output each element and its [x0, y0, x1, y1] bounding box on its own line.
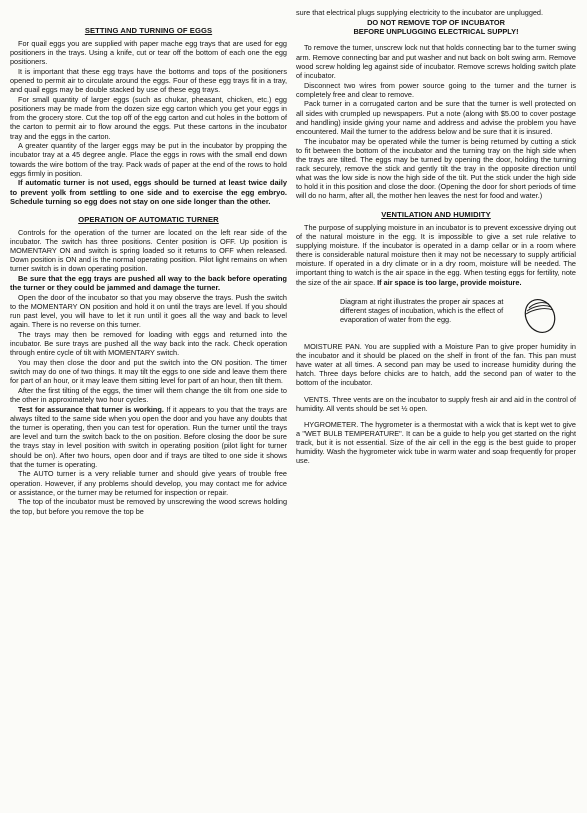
paragraph: For small quantity of larger eggs (such as chukar, pheasant, chicken, etc.) egg positioners may be made from the dozen size egg carton which you get your eggs in from the grocery store. Cut the top off of the egg carton and cut holes in the bottom of the carton to permit air to flow around the eggs. Put these cartons in the incubator tray and the eggs in the carton. [10, 94, 287, 141]
warning-line-1: DO NOT REMOVE TOP OF INCUBATOR [367, 18, 505, 28]
paragraph: Controls for the operation of the turner are located on the left rear side of the incubator. The switch has three positions. Center position is OFF. Up position is MOMENTARY ON and switch is spring loaded so it returns to OFF when released. Down position is ON and is the normal operating position. Pilot light remains on when turner switch is in down operating position. [10, 227, 287, 274]
egg-air-cell-icon [512, 295, 568, 335]
paragraph: A greater quantity of the larger eggs may be put in the incubator by propping the incubator tray at a 45 degree angle. Place the eggs in rows with the small end down towards the wire bottom of the tray. Pack wads of paper at the end of the rows to hold eggs firmly in position. [10, 141, 287, 178]
paragraph: HYGROMETER. The hygrometer is a thermostat with a wick that is kept wet to give a "WET BULB TEMPERATURE". It can be a guide to help you get started on the right track, but it is not essential. Size of the air cell in the egg is the best guide to proper humidity. Wash the hygrometer wick tube in warm water and soap frequently for proper use. [296, 419, 576, 466]
paragraph: The trays may then be removed for loading with eggs and returned into the incubator. Be sure trays are pushed all the way back into the rack. Check operation through entire cycle of tilt with MOMENTARY switch. [10, 330, 287, 358]
test-heading: Test for assurance that turner is working. [18, 404, 164, 414]
paragraph: You may then close the door and put the switch into the ON position. The timer switch may do one of two things. It may tilt the eggs to one side and leave them there for part of an hour, or it may leave them sitting level for part of an hour, then tilt them. [10, 358, 287, 386]
right-column [296, 8, 576, 466]
paragraph: sure that electrical plugs supplying electricity to the incubator are unplugged. [296, 8, 544, 17]
humidity-text: The purpose of supplying moisture in an incubator is to prevent excessive drying out of the natural moisture in the egg. It is impossible to give a set rule relative to supplying moisture. If the incubator is operated in a damp cellar or in a room where there is considerable natural moisture then it may not be necessary to supply artificial moisture. If operated in a dry climate or in a dry room, moisture will be needed. The important thing to watch is the air space in the egg. When testing eggs for fertility, note the size of the air space. [296, 222, 576, 287]
paragraph: MOISTURE PAN. You are supplied with a Moisture Pan to give proper humidity in the incubator and it should be placed on the shelf in front of the fan. This pan must have water at all times. A second pan may be used to increase humidity during the hatch. Three days before chicks are to hatch, add the second pan of water to the bottom of the incubator. [296, 341, 576, 388]
paragraph-bold: If automatic turner is not used, eggs should be turned at least twice daily to prevent yolk from settling to one side and to exercise the egg embryo. Schedule turning so egg does not stay on one side longer than the other. [10, 178, 287, 206]
humidity-bold: If air space is too large, provide moisture. [375, 277, 522, 287]
paragraph [10, 405, 287, 469]
paragraph: The incubator may be operated while the turner is being returned by cutting a stick to fit between the bottom of the incubator and the turning tray on the high side when the trays are tilted. The eggs may be turned by opening the door, holding the turning rack securely, remove the stick and gently tilt the tray in the opposite direction until what was the low side is now the high side of the tilt. Put the stick under the high side to hold it in this position and close the door. (Opening the door for short periods of time will do no harm, after all, the mother hen leaves the nest for food and water.) [296, 136, 576, 201]
left-column [10, 8, 287, 516]
paragraph: After the first tilting of the eggs, the timer will them change the tilt from one side to the other in approximately two hour cycles. [10, 385, 287, 405]
test-text: If it appears to you that the trays are always tilted to the same side when you open the door and you have any doubts that the turner is operating, then you can test for operation. Run the turner until the trays are level and turn the switch back to the on position. Before closing the door be sure the trays stay in level position with switch in operating position (pilot light for turner should be on). After two hours, open door and if trays are tilted to one side it shows that the turner is operating. [10, 404, 288, 469]
diagram-caption: Diagram at right illustrates the proper air spaces at different stages of incubation, which is the effect of evaporation of water from the egg. [340, 296, 504, 325]
air-space-diagram [296, 295, 576, 335]
paragraph: The top of the incubator must be removed by unscrewing the wood screws holding the top, but before you remove the top be [10, 497, 287, 516]
warning-line-2: BEFORE UNPLUGGING ELECTRICAL SUPPLY! [353, 27, 519, 37]
heading-setting-turning: SETTING AND TURNING OF EGGS [84, 26, 213, 35]
paragraph: It is important that these egg trays have the bottoms and tops of the positioners opened to permit air to circulate around the eggs. Four of these egg trays fit in a tray, and quail eggs may be double stacked by use of these egg trays. [10, 66, 287, 95]
paragraph: Open the door of the incubator so that you may observe the trays. Push the switch to the MOMENTARY ON position and hold it on until the trays are level. If you should run past level, you will have to let it run until it goes all the way and back to level again. There is no reverse on this turner. [10, 292, 287, 330]
paragraph: Pack turner in a corrugated carton and be sure that the turner is well protected on all sides with crumpled up newspapers. Put a note (along with $5.00 to cover postage and handling) inside giving your name and address and advise the problem you have encountered. Mail the turner to the address below and be sure that it is insured. [296, 99, 576, 136]
paragraph: The AUTO turner is a very reliable turner and should give years of trouble free operation. However, if any problems should develop, you may contact me for advice or assistance, or the turner may be returned for inspection or repair. [10, 469, 287, 497]
paragraph: Disconnect two wires from power source going to the turner and the turner is completely free and clear to remove. [296, 80, 576, 99]
heading-operation-turner: OPERATION OF AUTOMATIC TURNER [78, 214, 219, 224]
paragraph: To remove the turner, unscrew lock nut that holds connecting bar to the turner swing arm. Remove connecting bar and put washer and nut back on bolt swing arm. Remove wood screw holding leg against side of incubator. Remove screws holding switch plate of incubator. [296, 43, 576, 80]
heading-ventilation-humidity: VENTILATION AND HUMIDITY [381, 209, 491, 219]
paragraph [296, 223, 576, 287]
paragraph-bold: Be sure that the egg trays are pushed all way to the back before operating the turner or they could be jammed and damage the turner. [10, 274, 287, 293]
paragraph: For quail eggs you are supplied with paper mache egg trays that are used for egg positioners in the trays. Using a knife, cut or tear off the bottom of each one the egg positioners. [10, 39, 287, 67]
warning-text [296, 18, 576, 36]
paragraph: VENTS. Three vents are on the incubator to supply fresh air and aid in the control of humidity. All vents should be set ½ open. [296, 394, 576, 413]
